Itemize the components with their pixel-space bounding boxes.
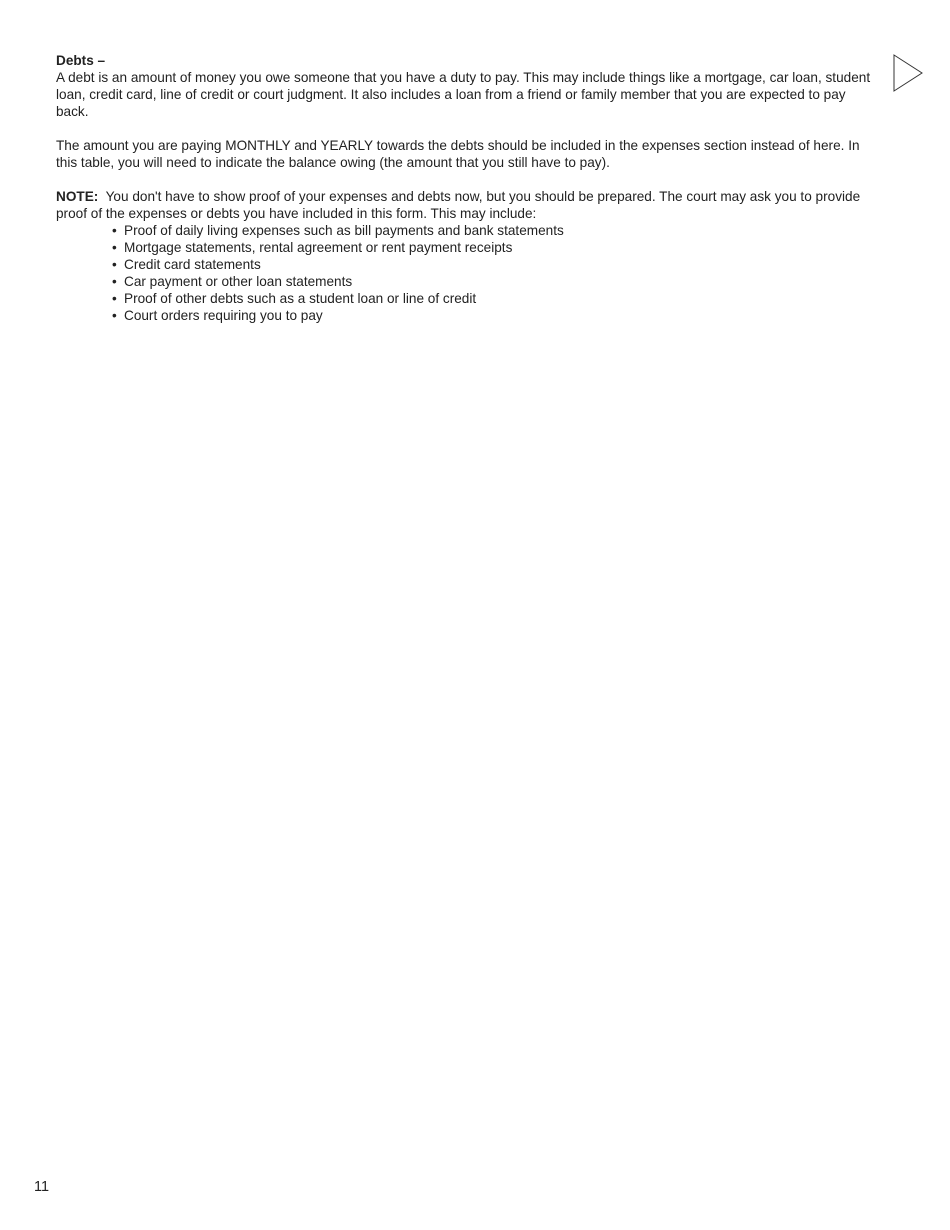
page-number: 11: [34, 1179, 50, 1195]
section-heading: Debts –: [56, 53, 106, 68]
list-item: [112, 290, 876, 307]
note-paragraph: [56, 188, 876, 222]
note-label: NOTE:: [56, 189, 99, 204]
bullet-icon: •: [112, 291, 117, 306]
list-item-text: Car payment or other loan statements: [124, 274, 353, 289]
list-item: [112, 256, 876, 273]
paragraph-spacer: [56, 171, 876, 188]
list-item-text: Court orders requiring you to pay: [124, 308, 323, 323]
list-item: [112, 222, 876, 239]
next-page-button[interactable]: [893, 54, 923, 92]
debts-payment-paragraph: The amount you are paying MONTHLY and YEARLY towards the debts should be included in the expenses section instead of here. In this table, you will need to indicate the balance owing (the amount that you still have to pay).: [56, 138, 860, 170]
note-text: You don't have to show proof of your expenses and debts now, but you should be prepared. The court may ask you to provide proof of the expenses or debts you have included in this form. This may include:: [56, 189, 861, 221]
bullet-icon: •: [112, 274, 117, 289]
list-item-text: Credit card statements: [124, 257, 261, 272]
list-item: [112, 239, 876, 256]
debts-definition-paragraph: A debt is an amount of money you owe someone that you have a duty to pay. This may include things like a mortgage, car loan, student loan, credit card, line of credit or court judgment. It also includes a loan from a friend or family member that you are expected to pay back.: [56, 70, 871, 119]
bullet-icon: •: [112, 240, 117, 255]
paragraph-spacer: [56, 120, 876, 137]
triangle-right-icon: [893, 54, 923, 92]
list-item-text: Mortgage statements, rental agreement or rent payment receipts: [124, 240, 513, 255]
bullet-icon: •: [112, 257, 117, 272]
list-item-text: Proof of other debts such as a student loan or line of credit: [124, 291, 477, 306]
proof-list: [56, 222, 876, 324]
debts-section: [56, 52, 876, 324]
list-item: [112, 307, 876, 324]
bullet-icon: •: [112, 308, 117, 323]
list-item-text: Proof of daily living expenses such as bill payments and bank statements: [124, 223, 564, 238]
list-item: [112, 273, 876, 290]
bullet-icon: •: [112, 223, 117, 238]
